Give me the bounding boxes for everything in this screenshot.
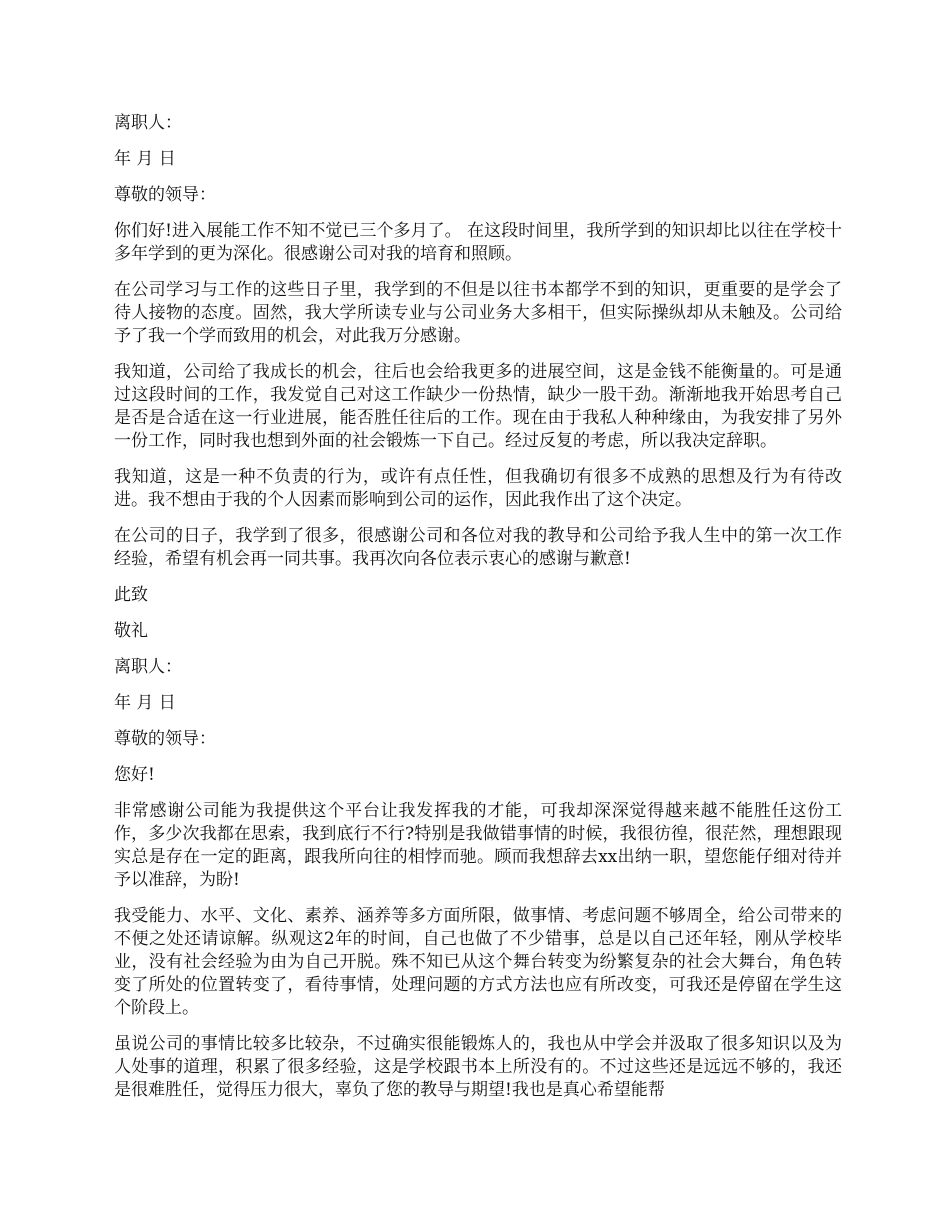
signer-label: 离职人：: [114, 113, 182, 133]
signer-label: 离职人：: [114, 657, 182, 677]
body-paragraph: 我受能力、水平、文化、素养、涵养等多方面所限，做事情、考虑问题不够周全，给公司带来的不便之处还请谅解。纵观这2年的时间，自己也做了不少错事，总是以自己还年轻，刚从学校毕业，没有社会经验为由为自己开脱。殊不知已从这个舞台转变为纷繁复杂的社会大舞台，角色转变了所处的位置转变了，看待事情，处理问题的方式方法也应有所改变，可我还是停留在学生这个阶段上。: [114, 906, 842, 1018]
body-paragraph: 非常感谢公司能为我提供这个平台让我发挥我的才能，可我却深深觉得越来越不能胜任这份工作，多少次我都在思索，我到底行不行?特别是我做错事情的时候，我很彷徨，很茫然，理想跟现实总是存在一定的距离，跟我所向往的相悖而驰。顾而我想辞去xx出纳一职，望您能仔细对待并予以准辞，为盼!: [114, 801, 842, 890]
salutation: 尊敬的领导：: [114, 185, 216, 205]
salutation: 尊敬的领导：: [114, 729, 216, 749]
body-paragraph: 虽说公司的事情比较多比较杂，不过确实很能锻炼人的，我也从中学会并汲取了很多知识以及为人处事的道理，积累了很多经验，这是学校跟书本上所没有的。不过这些还是远远不够的，我还是很难胜任，觉得压力很大，辜负了您的教导与期望!我也是真心希望能帮: [114, 1034, 842, 1100]
date-line: 年 月 日: [114, 693, 176, 713]
body-paragraph: 在公司的日子，我学到了很多，很感谢公司和各位对我的教导和公司给予我人生中的第一次工作经验，希望有机会再一同共事。我再次向各位表示衷心的感谢与歉意!: [114, 526, 842, 569]
greeting: 您好!: [114, 765, 155, 785]
body-paragraph: 我知道，这是一种不负责的行为，或许有点任性，但我确切有很多不成熟的思想及行为有待改进。我不想由于我的个人因素而影响到公司的运作，因此我作出了这个决定。: [114, 467, 842, 510]
date-line: 年 月 日: [114, 149, 176, 169]
body-paragraph: 我知道，公司给了我成长的机会，往后也会给我更多的进展空间，这是金钱不能衡量的。可是通过这段时间的工作，我发觉自己对这工作缺少一份热情，缺少一股干劲。渐渐地我开始思考自己是否是合适在这一行业进展，能否胜任往后的工作。现在由于我私人种种缘由，为我安排了另外一份工作，同时我也想到外面的社会锻炼一下自己。经过反复的考虑，所以我决定辞职。: [114, 362, 842, 451]
closing-regards: 敬礼: [114, 621, 148, 641]
closing-line: 此致: [114, 585, 148, 605]
document-body: [114, 112, 842, 1115]
body-paragraph: 在公司学习与工作的这些日子里，我学到的不但是以往书本都学不到的知识，更重要的是学会了待人接物的态度。固然，我大学所读专业与公司业务大多相干，但实际操纵却从未触及。公司给予了我一个学而致用的机会，对此我万分感谢。: [114, 280, 842, 346]
body-paragraph: 你们好!进入展能工作不知不觉已三个多月了。 在这段时间里，我所学到的知识却比以往在学校十多年学到的更为深化。很感谢公司对我的培育和照顾。: [114, 221, 842, 264]
